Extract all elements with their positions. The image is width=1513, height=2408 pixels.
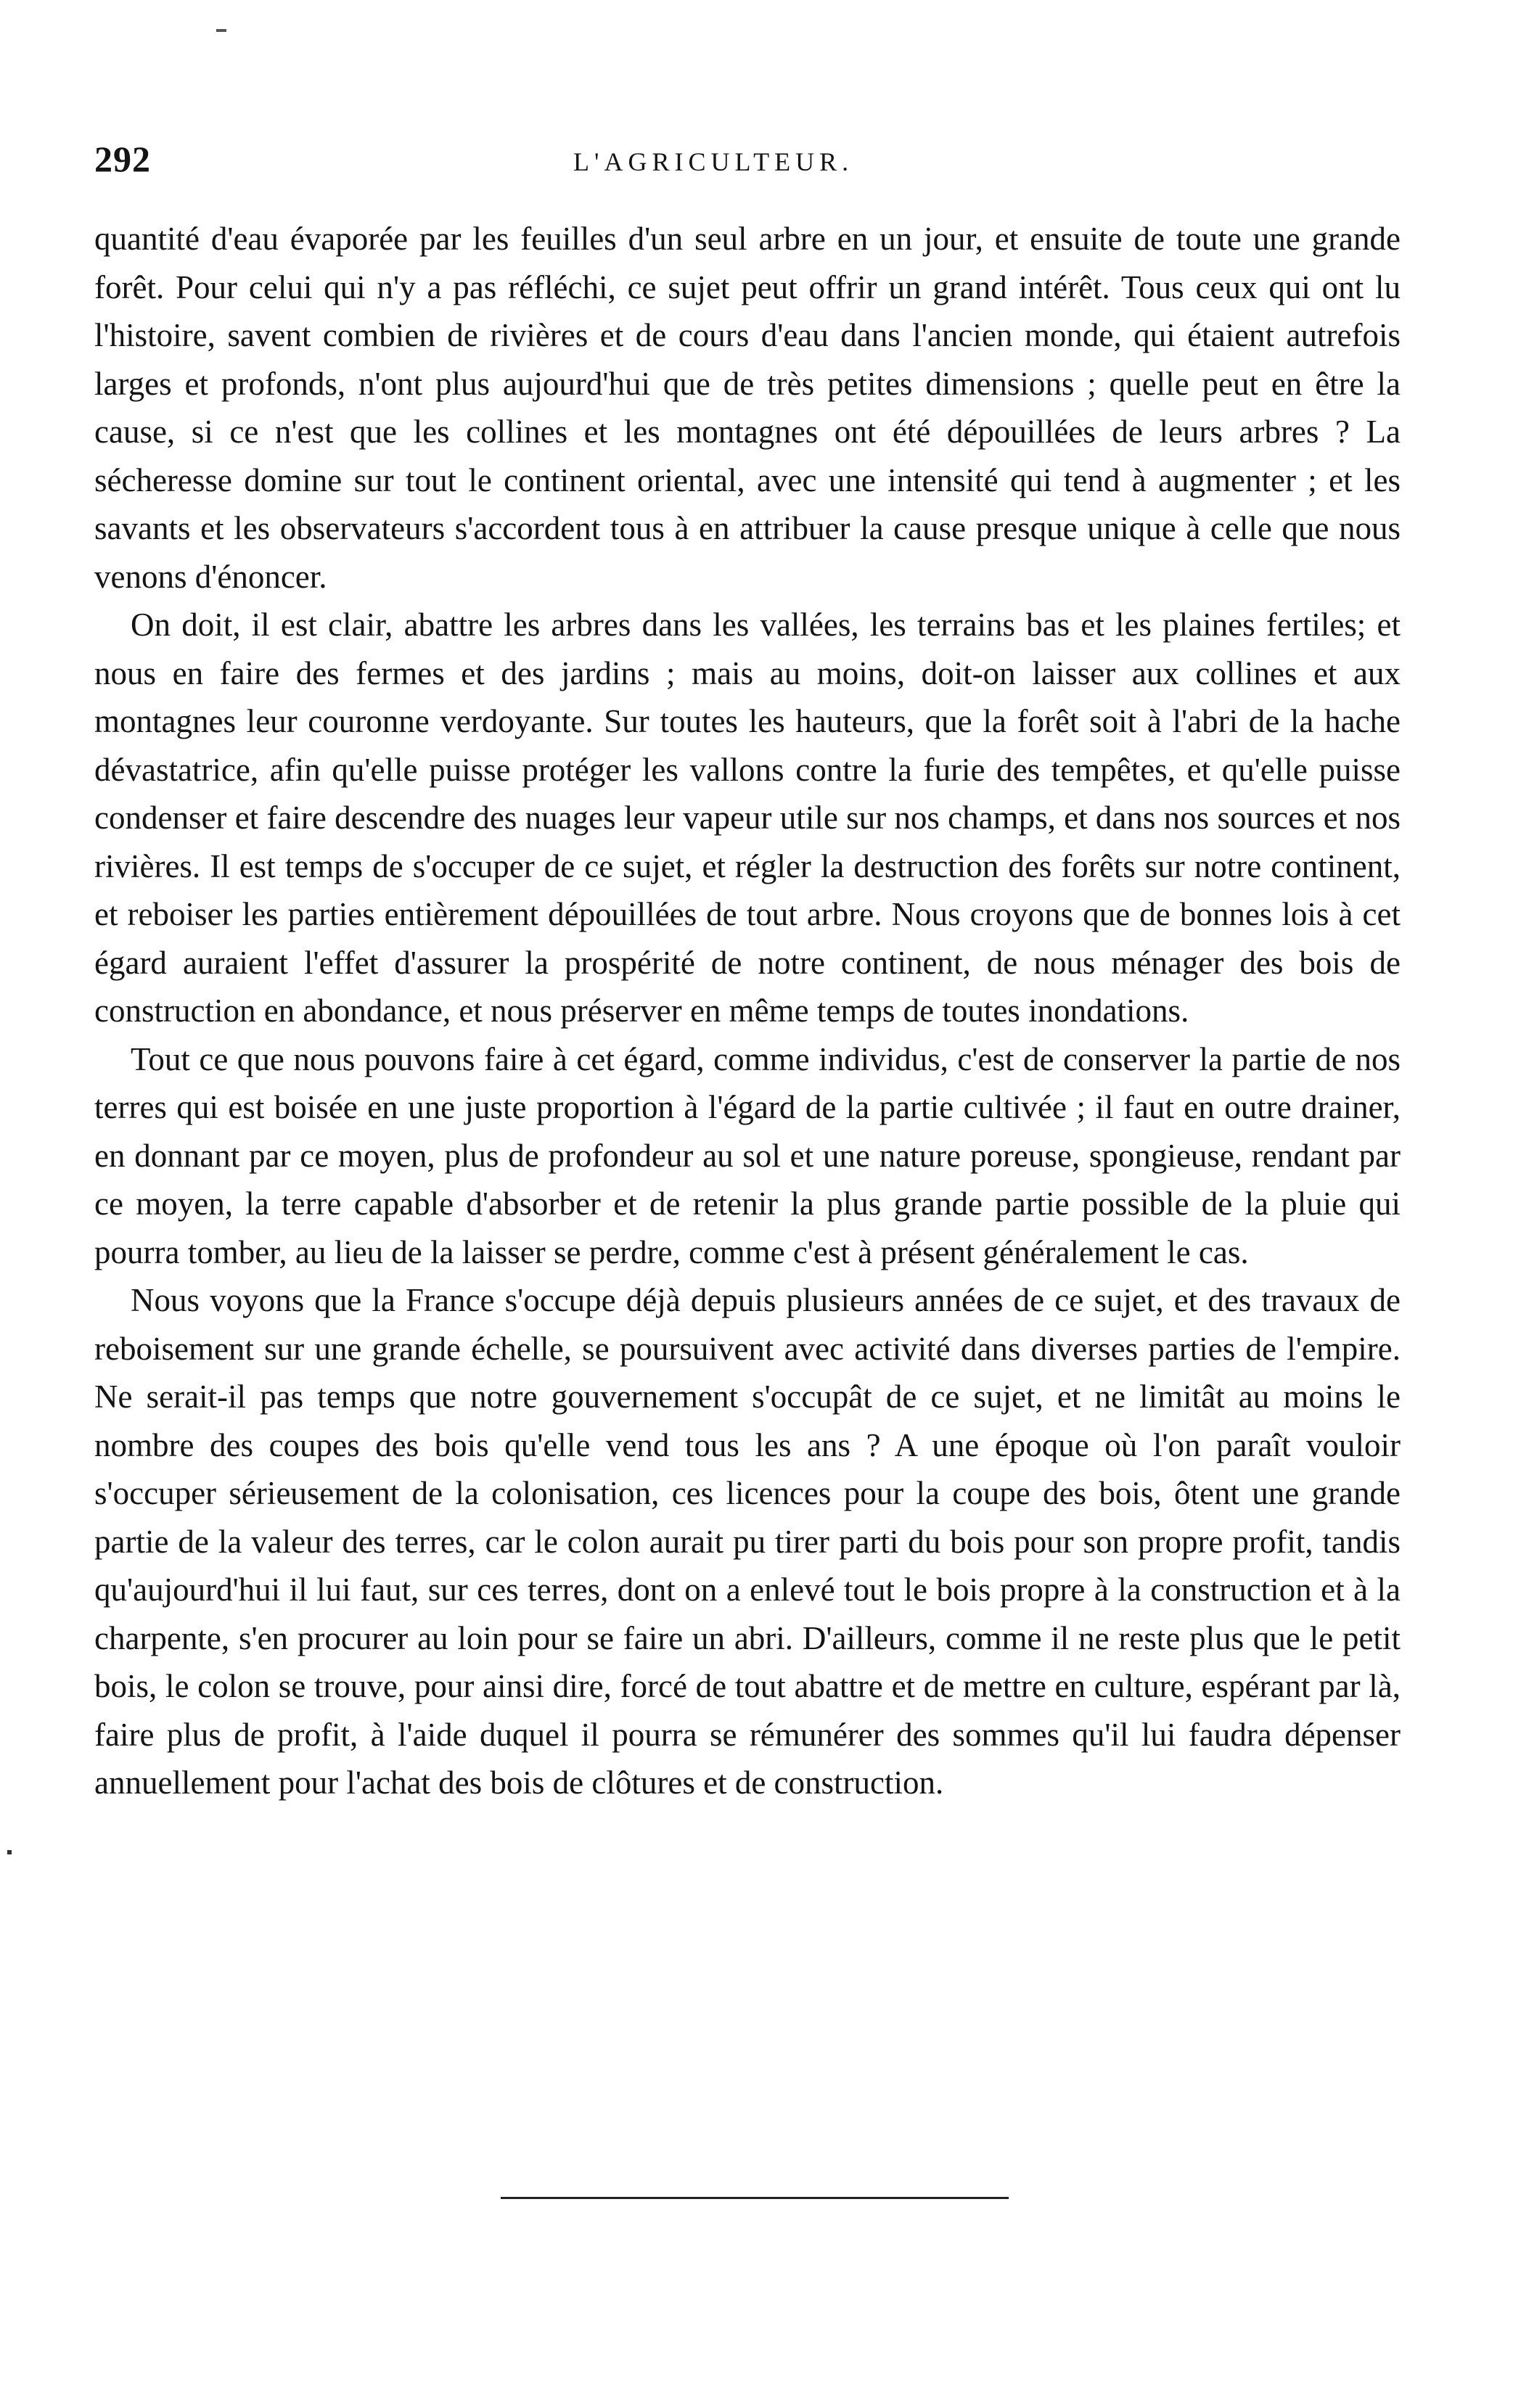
paragraph-4: Nous voyons que la France s'occupe déjà depuis plusieurs années de ce sujet, et des travaux de reboisement sur une grande échelle, se poursuivent avec activité dans diverses parties de l'empire. Ne serait-il pas temps que notre gouvernement s'occupât de ce sujet, et ne limitât au moins le nombre des coupes des bois qu'elle vend tous les ans ? A une époque où l'on paraît vouloir s'occuper sérieusement de la colonisation, ces licences pour la coupe des bois, ôtent une grande partie de la valeur des terres, car le colon aurait pu tirer parti du bois pour son propre profit, tandis qu'aujourd'hui il lui faut, sur ces terres, dont on a enlevé tout le bois propre à la construction et à la charpente, s'en procurer au loin pour se faire un abri. D'ailleurs, comme il ne reste plus que le petit bois, le colon se trouve, pour ainsi dire, forcé de tout abattre et de mettre en culture, espérant par là, faire plus de profit, à l'aide duquel il pourra se rémunérer des sommes qu'il lui faudra dépenser annuellement pour l'achat des bois de clôtures et de construction. — [94, 1282, 1401, 1801]
body-text — [94, 215, 1401, 1807]
paragraph-3: Tout ce que nous pouvons faire à cet égard, comme individus, c'est de conserver la partie de nos terres qui est boisée en une juste proportion à l'égard de la partie cultivée ; il faut en outre drainer, en donnant par ce moyen, plus de profondeur au sol et une nature poreuse, spongieuse, rendant par ce moyen, la terre capable d'absorber et de retenir la plus grande partie possible de la pluie qui pourra tomber, au lieu de la laisser se perdre, comme c'est à présent généralement le cas. — [94, 1040, 1401, 1270]
running-head: L'AGRICULTEUR. — [573, 147, 854, 176]
margin-mark — [7, 1850, 12, 1854]
page-number: 292 — [94, 139, 151, 179]
paragraph-2: On doit, il est clair, abattre les arbres dans les vallées, les terrains bas et les plaines fertiles; et nous en faire des fermes et des jardins ; mais au moins, doit-on laisser aux collines et aux montagnes leur couronne verdoyante. Sur toutes les hauteurs, que la forêt soit à l'abri de la hache dévastatrice, afin qu'elle puisse protéger les vallons contre la furie des tempêtes, et qu'elle puisse condenser et faire descendre des nuages leur vapeur utile sur nos champs, et dans nos sources et nos rivières. Il est temps de s'occuper de ce sujet, et régler la destruction des forêts sur notre continent, et reboiser les parties entièrement dépouillées de tout arbre. Nous croyons que de bonnes lois à cet égard auraient l'effet d'assurer la prospérité de notre continent, de nous ménager des bois de construction en abondance, et nous préserver en même temps de toutes inondations. — [94, 607, 1401, 1029]
paragraph-1: quantité d'eau évaporée par les feuilles d'un seul arbre en un jour, et ensuite de toute une grande forêt. Pour celui qui n'y a pas réfléchi, ce sujet peut offrir un grand intérêt. Tous ceux qui ont lu l'histoire, savent combien de rivières et de cours d'eau dans l'ancien monde, qui étaient autrefois larges et profonds, n'ont plus aujourd'hui que de très petites dimensions ; quelle peut en être la cause, si ce n'est que les collines et les montagnes ont été dépouillées de leurs arbres ? La sécheresse domine sur tout le continent oriental, avec une intensité qui tend à augmenter ; et les savants et les observateurs s'accordent tous à en attribuer la cause presque unique à celle que nous venons d'énoncer. — [94, 221, 1401, 595]
print-mark — [216, 29, 226, 32]
footer-rule — [501, 2197, 1009, 2199]
